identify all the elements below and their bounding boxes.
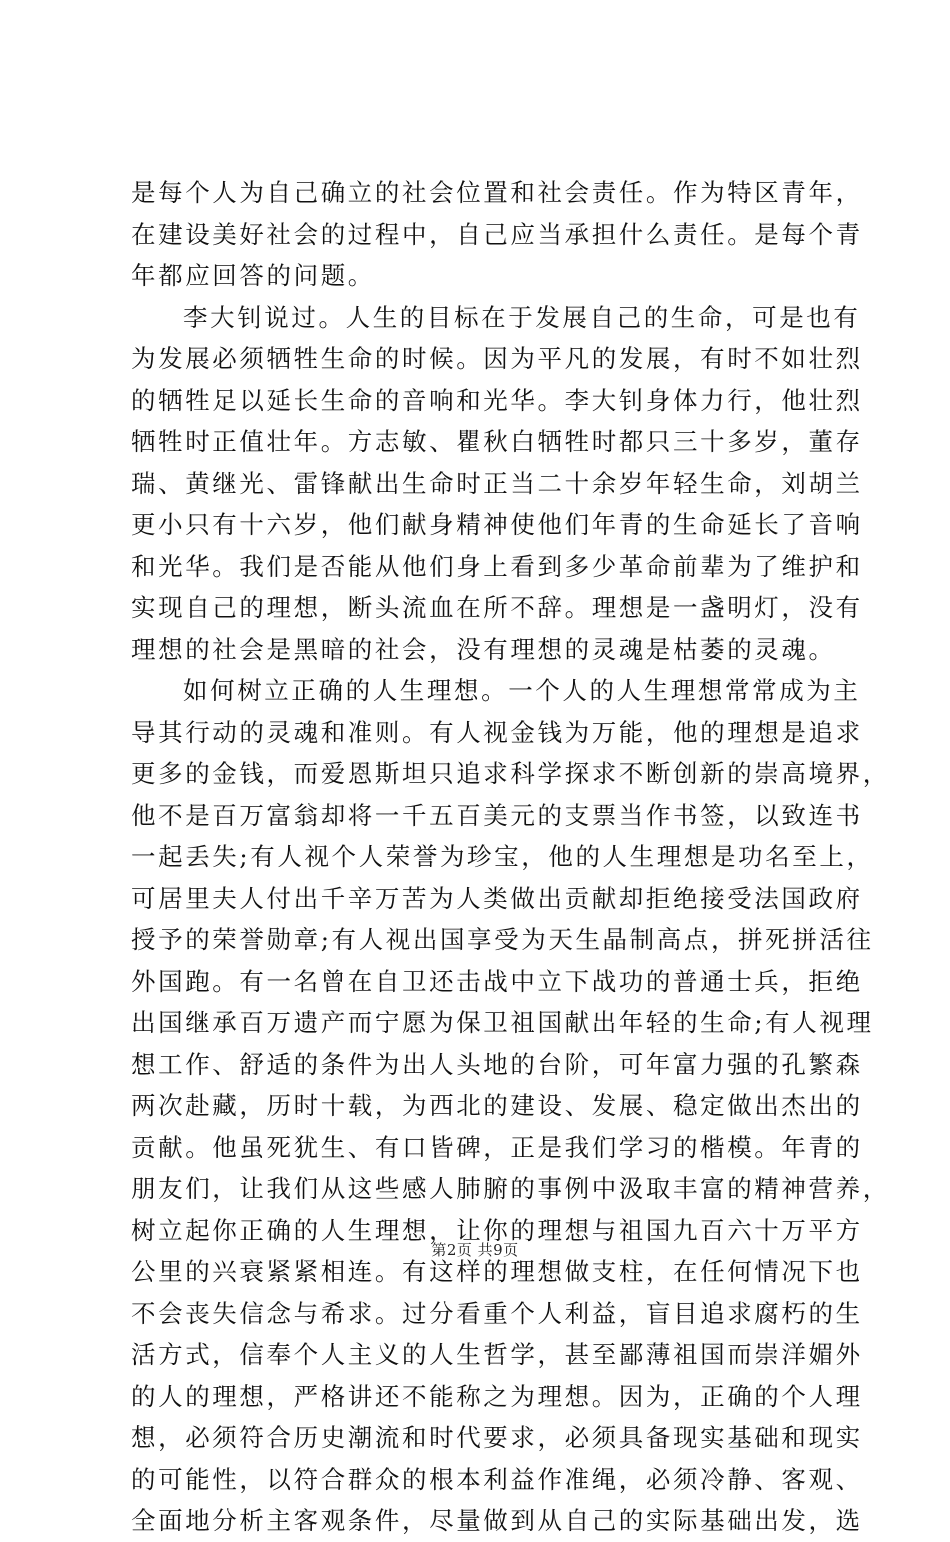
body-text [131, 172, 890, 1542]
text-line: 理想的社会是黑暗的社会，没有理想的灵魂是枯萎的灵魂。 [131, 634, 836, 664]
text-line: 公里的兴衰紧紧相连。有这样的理想做支柱，在任何情况下也 [131, 1257, 863, 1286]
text-line: 他不是百万富翁却将一千五百美元的支票当作书签，以致连书 [131, 800, 863, 830]
text-line: 全面地分析主客观条件，尽量做到从自己的实际基础出发，选 [131, 1506, 863, 1535]
text-line: 的人的理想，严格讲还不能称之为理想。因为，正确的个人理 [131, 1381, 863, 1411]
text-line: 瑞、黄继光、雷锋献出生命时正当二十余岁年轻生命，刘胡兰 [131, 468, 863, 498]
text-line: 如何树立正确的人生理想。一个人的人生理想常常成为主 [183, 676, 861, 705]
text-line: 导其行动的灵魂和准则。有人视金钱为万能，他的理想是追求 [131, 717, 863, 747]
text-line: 李大钊说过。人生的目标在于发展自己的生命，可是也有 [183, 302, 861, 332]
text-line: 在建设美好社会的过程中，自己应当承担什么责任。是每个青 [131, 219, 863, 249]
text-line: 实现自己的理想，断头流血在所不辞。理想是一盏明灯，没有 [131, 593, 863, 622]
text-line: 两次赴藏，历时十载，为西北的建设、发展、稳定做出杰出的 [131, 1091, 863, 1120]
text-line: 是每个人为自己确立的社会位置和社会责任。作为特区青年， [131, 178, 863, 207]
text-line: 想工作、舒适的条件为出人头地的台阶，可年富力强的孔繁森 [131, 1049, 863, 1079]
text-line: 树立起你正确的人生理想，让你的理想与祖国九百六十万平方 [131, 1215, 863, 1245]
text-line: 不会丧失信念与希求。过分看重个人利益，盲目追求腐朽的生 [131, 1298, 863, 1328]
text-line: 的可能性，以符合群众的根本利益作准绳，必须冷静、客观、 [131, 1464, 863, 1494]
text-line: 一起丢失;有人视个人荣誉为珍宝，他的人生理想是功名至上， [131, 842, 874, 871]
text-line: 朋友们，让我们从这些感人肺腑的事例中汲取丰富的精神营养， [131, 1174, 890, 1203]
text-line: 授予的荣誉勋章;有人视出国享受为天生晶制高点，拼死拼活往 [131, 925, 874, 954]
text-line: 更小只有十六岁，他们献身精神使他们年青的生命延长了音响 [131, 510, 863, 539]
text-line: 想，必须符合历史潮流和时代要求，必须具备现实基础和现实 [131, 1423, 863, 1452]
text-line: 可居里夫人付出千辛万苦为人类做出贡献却拒绝接受法国政府 [131, 883, 863, 913]
text-line: 为发展必须牺牲生命的时候。因为平凡的发展，有时不如壮烈 [131, 344, 863, 373]
text-line: 和光华。我们是否能从他们身上看到多少革命前辈为了维护和 [131, 551, 863, 581]
text-line: 出国继承百万遗产而宁愿为保卫祖国献出年轻的生命;有人视理 [131, 1008, 874, 1037]
text-line: 更多的金钱，而爱恩斯坦只追求科学探求不断创新的崇高境界， [131, 759, 890, 788]
page-number-footer: 第2页 共9页 [431, 1241, 519, 1259]
text-line: 贡献。他虽死犹生、有口皆碑，正是我们学习的楷模。年青的 [131, 1132, 863, 1162]
text-line: 年都应回答的问题。 [131, 261, 375, 290]
text-line: 的牺牲足以延长生命的音响和光华。李大钊身体力行，他壮烈 [131, 385, 863, 415]
text-line: 活方式，信奉个人主义的人生哲学，甚至鄙薄祖国而崇洋媚外 [131, 1340, 863, 1369]
text-line: 外国跑。有一名曾在自卫还击战中立下战功的普通士兵，拒绝 [131, 966, 863, 996]
text-line: 牺牲时正值壮年。方志敏、瞿秋白牺牲时都只三十多岁，董存 [131, 427, 863, 456]
